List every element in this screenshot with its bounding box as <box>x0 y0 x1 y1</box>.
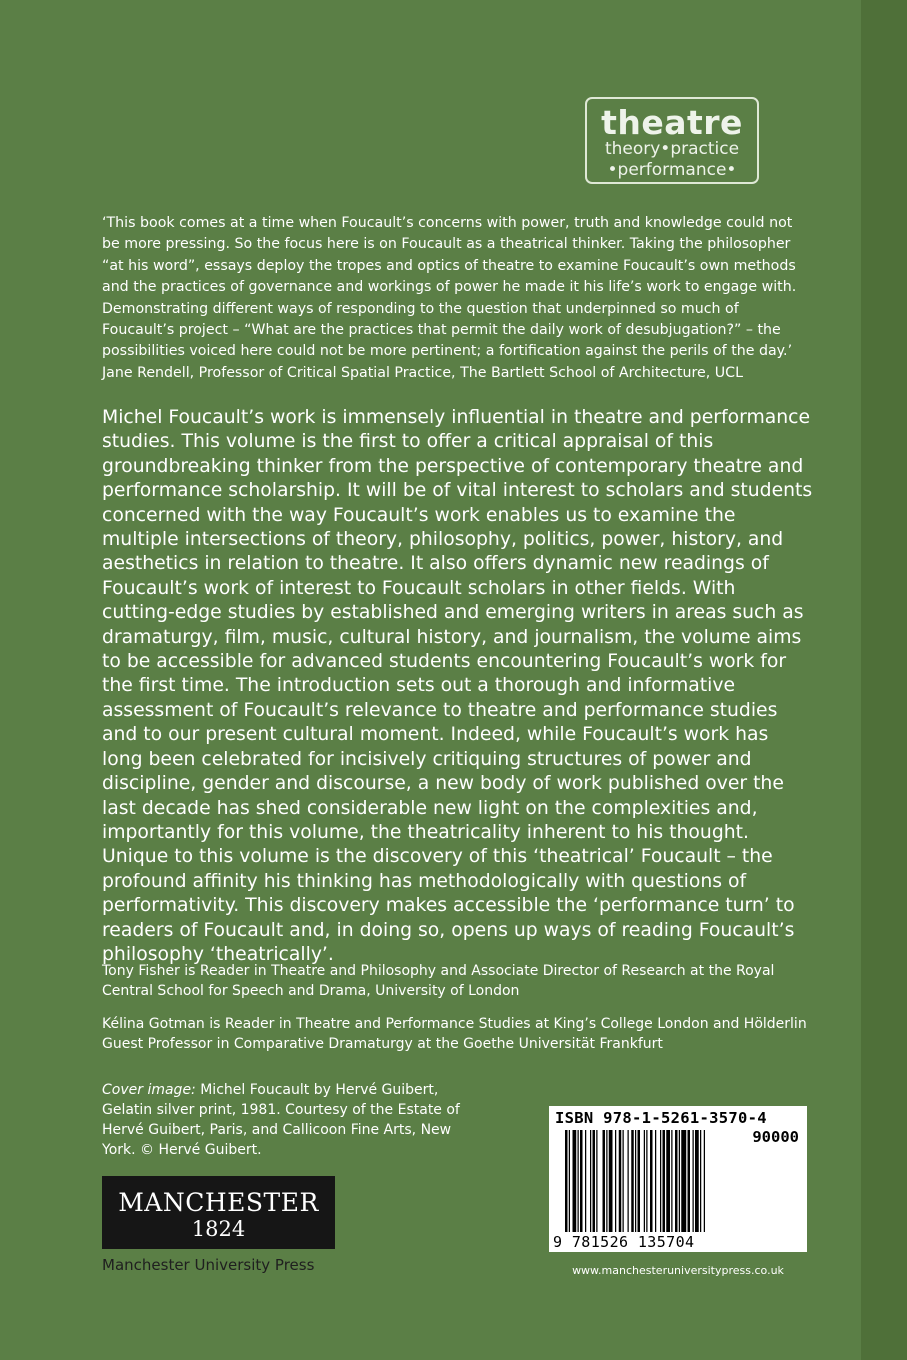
publisher-press-name: Manchester University Press <box>102 1256 315 1274</box>
series-subtitle-line2: •performance• <box>607 160 737 180</box>
endorsement-quote: ‘This book comes at a time when Foucault’s concerns with power, truth and knowledge could not be more pressing. So the focus here is on Foucault as a theatrical thinker. Taking the philosopher “at his word”, essays deploy the tropes and optics of theatre to examine Foucault’s own methods and the practices of governance and workings of power he made it his life’s work to engage with. Demonstrating different ways of responding to the question that underpinned so much of Foucault’s project – “What are the practices that permit the daily work of desubjugation?” – the possibilities voiced here could not be more pertinent; a fortification against the perils of the day.’ <box>102 215 797 360</box>
editor-bio-2: Kélina Gotman is Reader in Theatre and Performance Studies at King’s College London and Hölderlin Guest Professor in Comparative Dramaturgy at the Goethe Universität Frankfurt <box>102 1016 807 1052</box>
editor-bio-1: Tony Fisher is Reader in Theatre and Philosophy and Associate Director of Research at the Royal Central School for Speech and Drama, University of London <box>102 963 775 999</box>
book-description: Michel Foucault’s work is immensely influential in theatre and performance studies. This volume is the first to offer a critical appraisal of this groundbreaking thinker from the perspective of contemporary theatre and performance scholarship. It will be of vital interest to scholars and students concerned with the way Foucault’s work enables us to examine the multiple intersections of theory, philosophy, politics, power, history, and aesthetics in relation to theatre. It also offers dynamic new readings of Foucault’s work of interest to Foucault scholars in other fields. With cutting-edge studies by established and emerging writers in areas such as dramaturgy, film, music, cultural history, and journalism, the volume aims to be accessible for advanced students encountering Foucault’s work for the first time. The introduction sets out a thorough and informative assessment of Foucault’s relevance to theatre and performance studies and to our present cultural moment. Indeed, while Foucault’s work has long been celebrated for incisively critiquing structures of power and discipline, gender and discourse, a new body of work published over the last decade has shed considerable new light on the complexities and, importantly for this volume, the theatricality inherent to his thought. Unique to this volume is the discovery of this ‘theatrical’ Foucault – the profound affinity his thinking has methodologically with questions of performativity. This discovery makes accessible the ‘performance turn’ to readers of Foucault and, in doing so, opens up ways of reading Foucault’s philosophy ‘theatrically’. <box>102 407 813 965</box>
isbn-barcode <box>549 1106 807 1252</box>
publisher-logo-year: 1824 <box>191 1217 246 1241</box>
barcode-bars <box>565 1130 755 1232</box>
cover-credit-label: Cover image: <box>102 1082 196 1098</box>
series-subtitle-line1: theory•practice <box>604 139 740 159</box>
cover-image-credit <box>102 1080 462 1160</box>
publisher-website: www.manchesteruniversitypress.co.uk <box>572 1264 784 1277</box>
barcode-digits: 9 781526 135704 <box>553 1233 695 1251</box>
spine-edge <box>861 0 907 1360</box>
price-code: 90000 <box>752 1128 799 1146</box>
series-title: theatre <box>601 103 743 142</box>
publisher-logo-name: MANCHESTER <box>118 1188 319 1217</box>
series-logo <box>585 97 759 184</box>
publisher-logo <box>102 1176 335 1249</box>
cover-credit-text: Michel Foucault by Hervé Guibert, Gelatin silver print, 1981. Courtesy of the Estate of Hervé Guibert, Paris, and Callicoon Fine Arts, New York. © Hervé Guibert. <box>102 1082 460 1158</box>
endorsement-attribution: Jane Rendell, Professor of Critical Spatial Practice, The Bartlett School of Architecture, UCL <box>102 365 743 381</box>
isbn-number: ISBN 978-1-5261-3570-4 <box>555 1109 767 1127</box>
